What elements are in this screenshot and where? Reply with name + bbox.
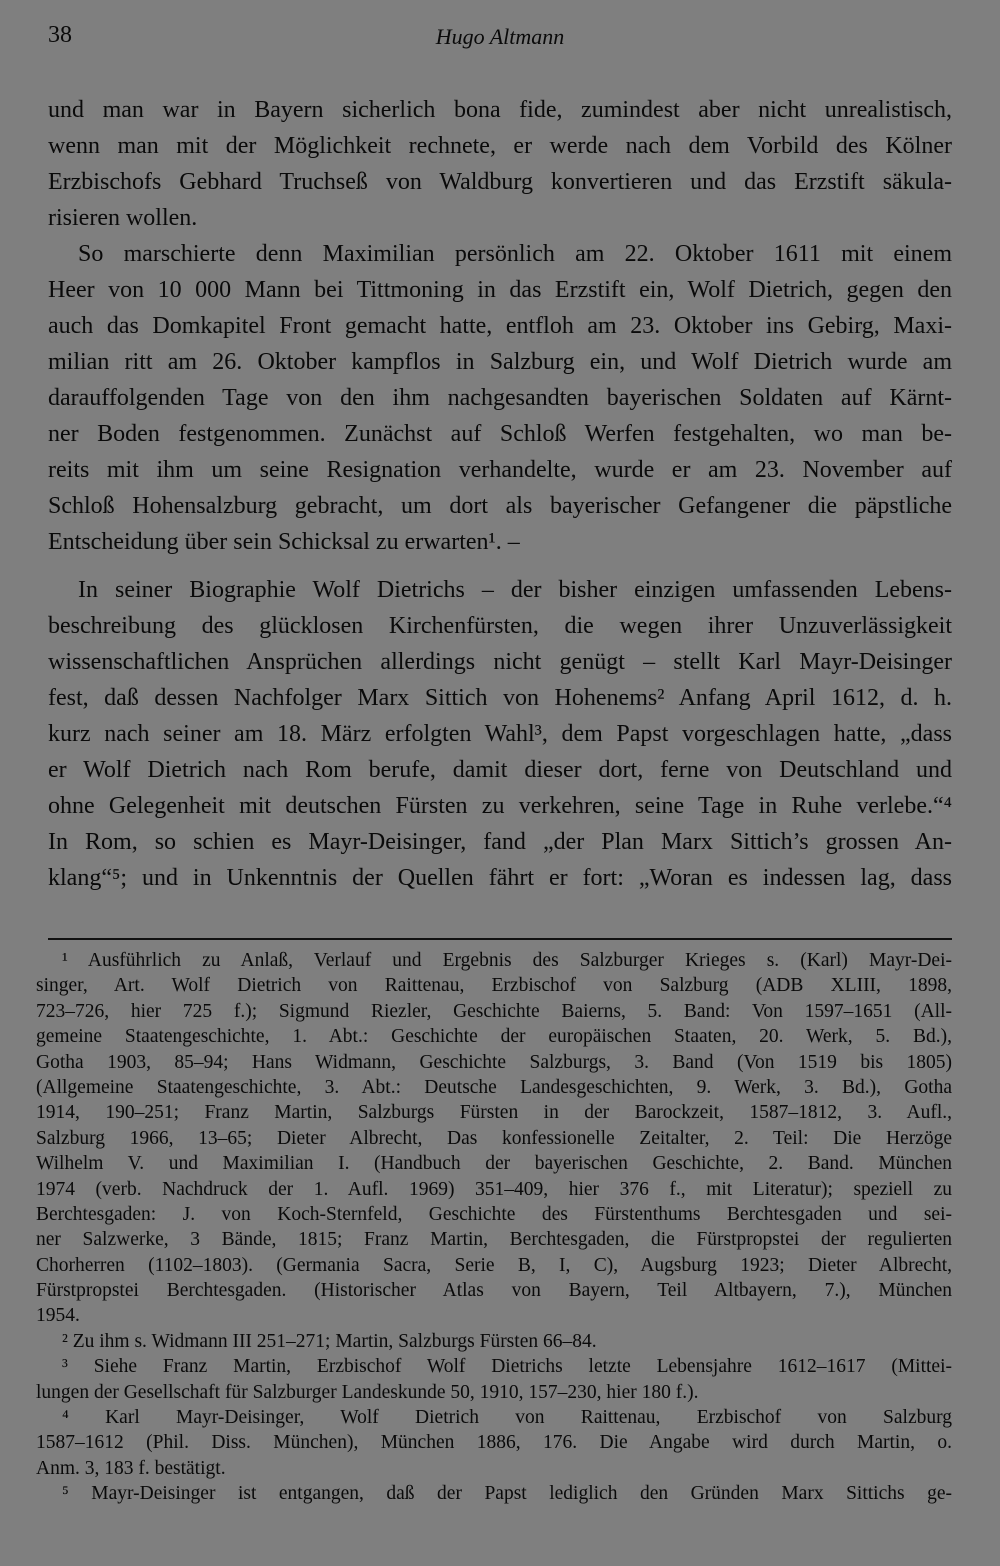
footnote-line: ⁵ Mayr-Deisinger ist entgangen, daß der Papst lediglich den Gründen Marx Sittichs ge-: [62, 1483, 952, 1505]
footnote-line: ner Salzwerke, 3 Bände, 1815; Franz Martin, Berchtesgaden, die Fürstpropstei der regulierten: [36, 1229, 952, 1251]
text-line: wenn man mit der Möglichkeit rechnete, er werde nach dem Vorbild des Kölner: [48, 133, 952, 159]
text-line: fest, daß dessen Nachfolger Marx Sittich von Hohenems² Anfang April 1612, d. h.: [48, 685, 952, 711]
text-line: risieren wollen.: [48, 205, 198, 231]
text-line: Heer von 10 000 Mann bei Tittmoning in das Erzstift ein, Wolf Dietrich, gegen den: [48, 277, 952, 303]
footnote-line: Gotha 1903, 85–94; Hans Widmann, Geschichte Salzburgs, 3. Band (Von 1519 bis 1805): [36, 1051, 952, 1073]
footnote-line: ² Zu ihm s. Widmann III 251–271; Martin, Salzburgs Fürsten 66–84.: [62, 1330, 597, 1352]
footnote-3: [36, 1354, 952, 1405]
footnote-line: ¹ Ausführlich zu Anlaß, Verlauf und Ergebnis des Salzburger Krieges s. (Karl) Mayr-Dei-: [62, 950, 952, 971]
footnote-1: [36, 948, 952, 1329]
footnote-line: singer, Art. Wolf Dietrich von Raittenau, Erzbischof von Salzburg (ADB XLIII, 1898,: [36, 975, 952, 997]
text-line: milian ritt am 26. Oktober kampflos in Salzburg ein, und Wolf Dietrich wurde am: [48, 349, 952, 375]
text-line: beschreibung des glücklosen Kirchenfürsten, die wegen ihrer Unzuverlässigkeit: [48, 613, 952, 639]
footnote-rule: [48, 938, 952, 940]
text-line: Schloß Hohensalzburg gebracht, um dort als bayerischer Gefangener die päpstliche: [48, 493, 952, 519]
footnote-2: [36, 1329, 952, 1354]
footnote-line: Chorherren (1102–1803). (Germania Sacra, Serie B, I, C), Augsburg 1923; Dieter Albrecht,: [36, 1254, 952, 1276]
footnote-line: 1974 (verb. Nachdruck der 1. Aufl. 1969) 351–409, hier 376 f., mit Literatur); speziell zu: [36, 1178, 952, 1200]
text-line: er Wolf Dietrich nach Rom berufe, damit dieser dort, ferne von Deutschland und: [48, 757, 952, 783]
footnote-5: [36, 1481, 952, 1506]
text-line: wissenschaftlichen Ansprüchen allerdings nicht genügt – stellt Karl Mayr-Deisinger: [48, 649, 952, 675]
footnote-line: lungen der Gesellschaft für Salzburger Landeskunde 50, 1910, 157–230, hier 180 f.).: [36, 1381, 699, 1403]
footnote-line: Berchtesgaden: J. von Koch-Sternfeld, Geschichte des Fürstenthums Berchtesgaden und sei-: [36, 1203, 952, 1225]
text-line: darauffolgenden Tage von den ihm nachgesandten bayerischen Soldaten auf Kärnt-: [48, 385, 952, 411]
footnote-line: ³ Siehe Franz Martin, Erzbischof Wolf Dietrichs letzte Lebensjahre 1612–1617 (Mittei-: [62, 1356, 952, 1378]
main-text: [48, 92, 952, 896]
text-line: kurz nach seiner am 18. März erfolgten Wahl³, dem Papst vorgeschlagen hatte, „dass: [48, 721, 952, 747]
text-line: und man war in Bayern sicherlich bona fide, zumindest aber nicht unrealistisch,: [48, 97, 952, 123]
footnote-line: Wilhelm V. und Maximilian I. (Handbuch der bayerischen Geschichte, 2. Band. München: [36, 1153, 952, 1175]
footnote-line: ⁴ Karl Mayr-Deisinger, Wolf Dietrich von Raittenau, Erzbischof von Salzburg: [62, 1407, 952, 1429]
footnotes: [36, 948, 952, 1507]
paragraph: [48, 572, 952, 896]
text-line: So marschierte denn Maximilian persönlich am 22. Oktober 1611 mit einem: [78, 241, 952, 267]
footnote-4: [36, 1405, 952, 1481]
text-line: In Rom, so schien es Mayr-Deisinger, fand „der Plan Marx Sittich’s grossen An-: [48, 829, 952, 855]
footnote-line: 1914, 190–251; Franz Martin, Salzburgs Fürsten in der Barockzeit, 1587–1812, 3. Aufl.,: [36, 1102, 952, 1124]
paragraph: [48, 236, 952, 560]
text-line: auch das Domkapitel Front gemacht hatte, entfloh am 23. Oktober ins Gebirg, Maxi-: [48, 313, 952, 339]
footnote-line: 723–726, hier 725 f.); Sigmund Riezler, Geschichte Baierns, 5. Band: Von 1597–1651 (All-: [36, 1000, 952, 1022]
footnote-line: 1954.: [36, 1305, 80, 1327]
footnote-line: gemeine Staatengeschichte, 1. Abt.: Geschichte der europäischen Staaten, 20. Werk, 5. Bd.),: [36, 1026, 952, 1048]
text-line: In seiner Biographie Wolf Dietrichs – der bisher einzigen umfassenden Lebens-: [78, 577, 952, 603]
text-line: klang“⁵; und in Unkenntnis der Quellen fährt er fort: „Woran es indessen lag, dass: [48, 865, 952, 891]
running-head: Hugo Altmann: [435, 24, 565, 49]
text-line: ner Boden festgenommen. Zunächst auf Schloß Werfen festgehalten, wo man be-: [48, 421, 952, 447]
footnote-line: (Allgemeine Staatengeschichte, 3. Abt.: Deutsche Landesgeschichten, 9. Werk, 3. Bd.), Gotha: [36, 1076, 952, 1098]
text-line: Entscheidung über sein Schicksal zu erwarten¹. –: [48, 529, 520, 555]
paragraph: [48, 92, 952, 236]
footnote-line: 1587–1612 (Phil. Diss. München), München 1886, 176. Die Angabe wird durch Martin, o.: [36, 1432, 952, 1454]
footnote-line: Fürstpropstei Berchtesgaden. (Historischer Atlas von Bayern, Teil Altbayern, 7.), München: [36, 1280, 952, 1302]
footnote-line: Anm. 3, 183 f. bestätigt.: [36, 1457, 226, 1479]
text-line: reits mit ihm um seine Resignation verhandelte, wurde er am 23. November auf: [48, 457, 952, 483]
page-number: 38: [48, 22, 72, 48]
text-line: Erzbischofs Gebhard Truchseß von Waldburg konvertieren und das Erzstift säkula-: [48, 169, 952, 195]
footnote-line: Salzburg 1966, 13–65; Dieter Albrecht, Das konfessionelle Zeitalter, 2. Teil: Die Herzöge: [36, 1127, 952, 1149]
text-line: ohne Gelegenheit mit deutschen Fürsten zu verkehren, seine Tage in Ruhe verlebe.“⁴: [48, 793, 952, 819]
